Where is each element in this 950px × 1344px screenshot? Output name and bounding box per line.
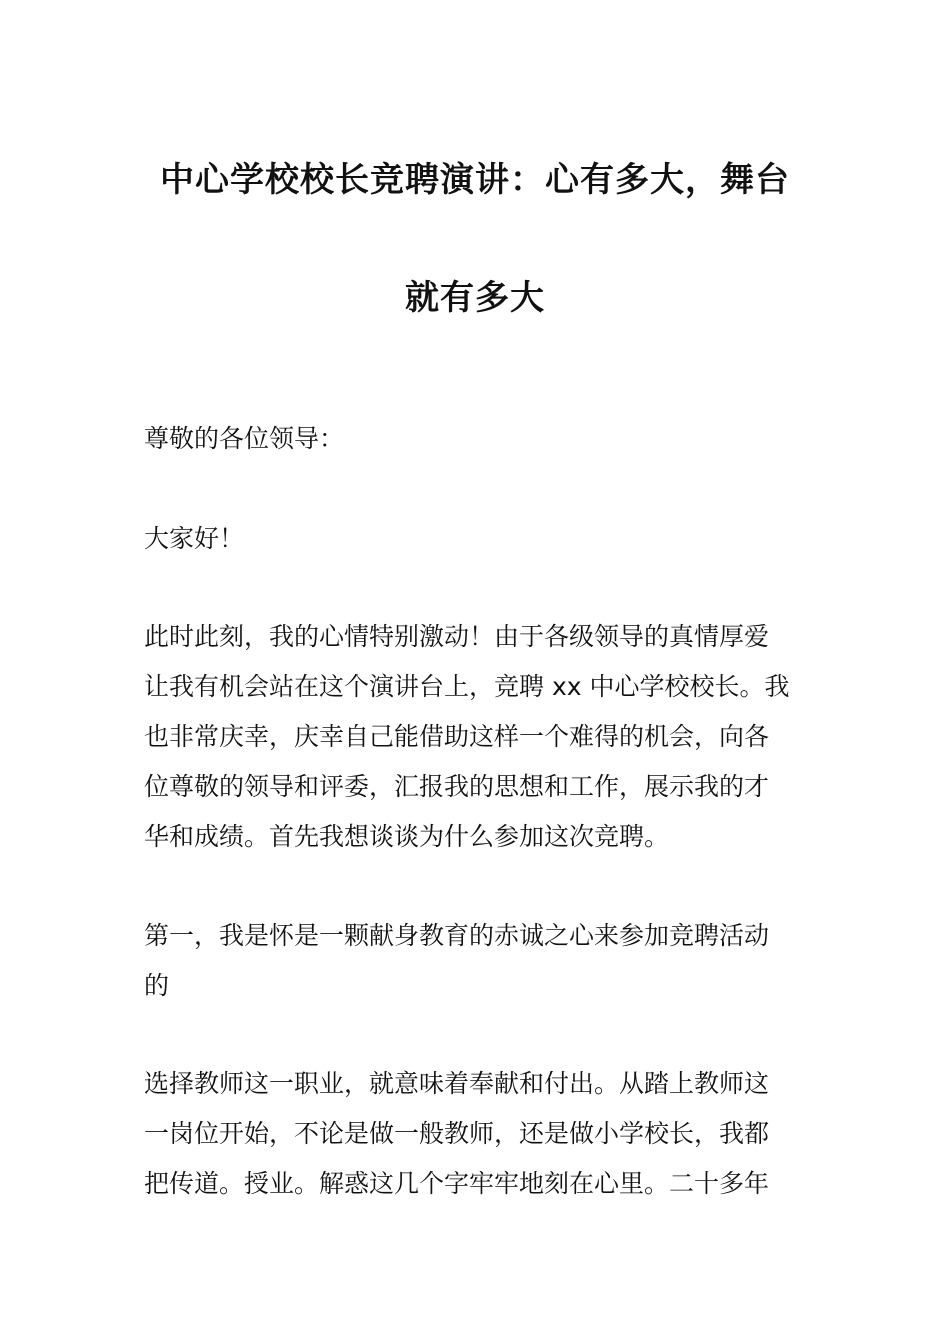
heading-line: 的 [144,971,170,1000]
paragraph-line: 一岗位开始，不论是做一般教师，还是做小学校长，我都 [144,1119,770,1148]
salutation [144,414,810,464]
paragraph-line: 选择教师这一职业，就意味着奉献和付出。从踏上教师这 [144,1069,770,1098]
paragraph-line: 让我有机会站在这个演讲台上，竞聘 xx 中心学校校长。我 [144,672,790,701]
paragraph-2 [144,1059,810,1209]
document-title-line-1: 中心学校校长竞聘演讲：心有多大，舞台 [160,160,790,200]
document-title-line-2: 就有多大 [405,278,545,318]
paragraph-1 [144,612,810,862]
paragraph-line: 位尊敬的领导和评委，汇报我的思想和工作，展示我的才 [144,772,770,801]
paragraph-line: 也非常庆幸，庆幸自己能借助这样一个难得的机会，向各 [144,722,770,751]
heading-line: 第一，我是怀是一颗献身教育的赤诚之心来参加竞聘活动 [144,921,770,950]
section-heading-1 [144,911,810,1011]
salutation-text: 尊敬的各位领导： [144,424,345,453]
paragraph-line: 此时此刻，我的心情特别激动！由于各级领导的真情厚爱 [144,622,770,651]
paragraph-line: 把传道。授业。解惑这几个字牢牢地刻在心里。二十多年 [144,1169,770,1198]
greeting-text: 大家好！ [144,524,245,553]
greeting [144,514,810,564]
paragraph-line: 华和成绩。首先我想谈谈为什么参加这次竞聘。 [144,822,670,851]
